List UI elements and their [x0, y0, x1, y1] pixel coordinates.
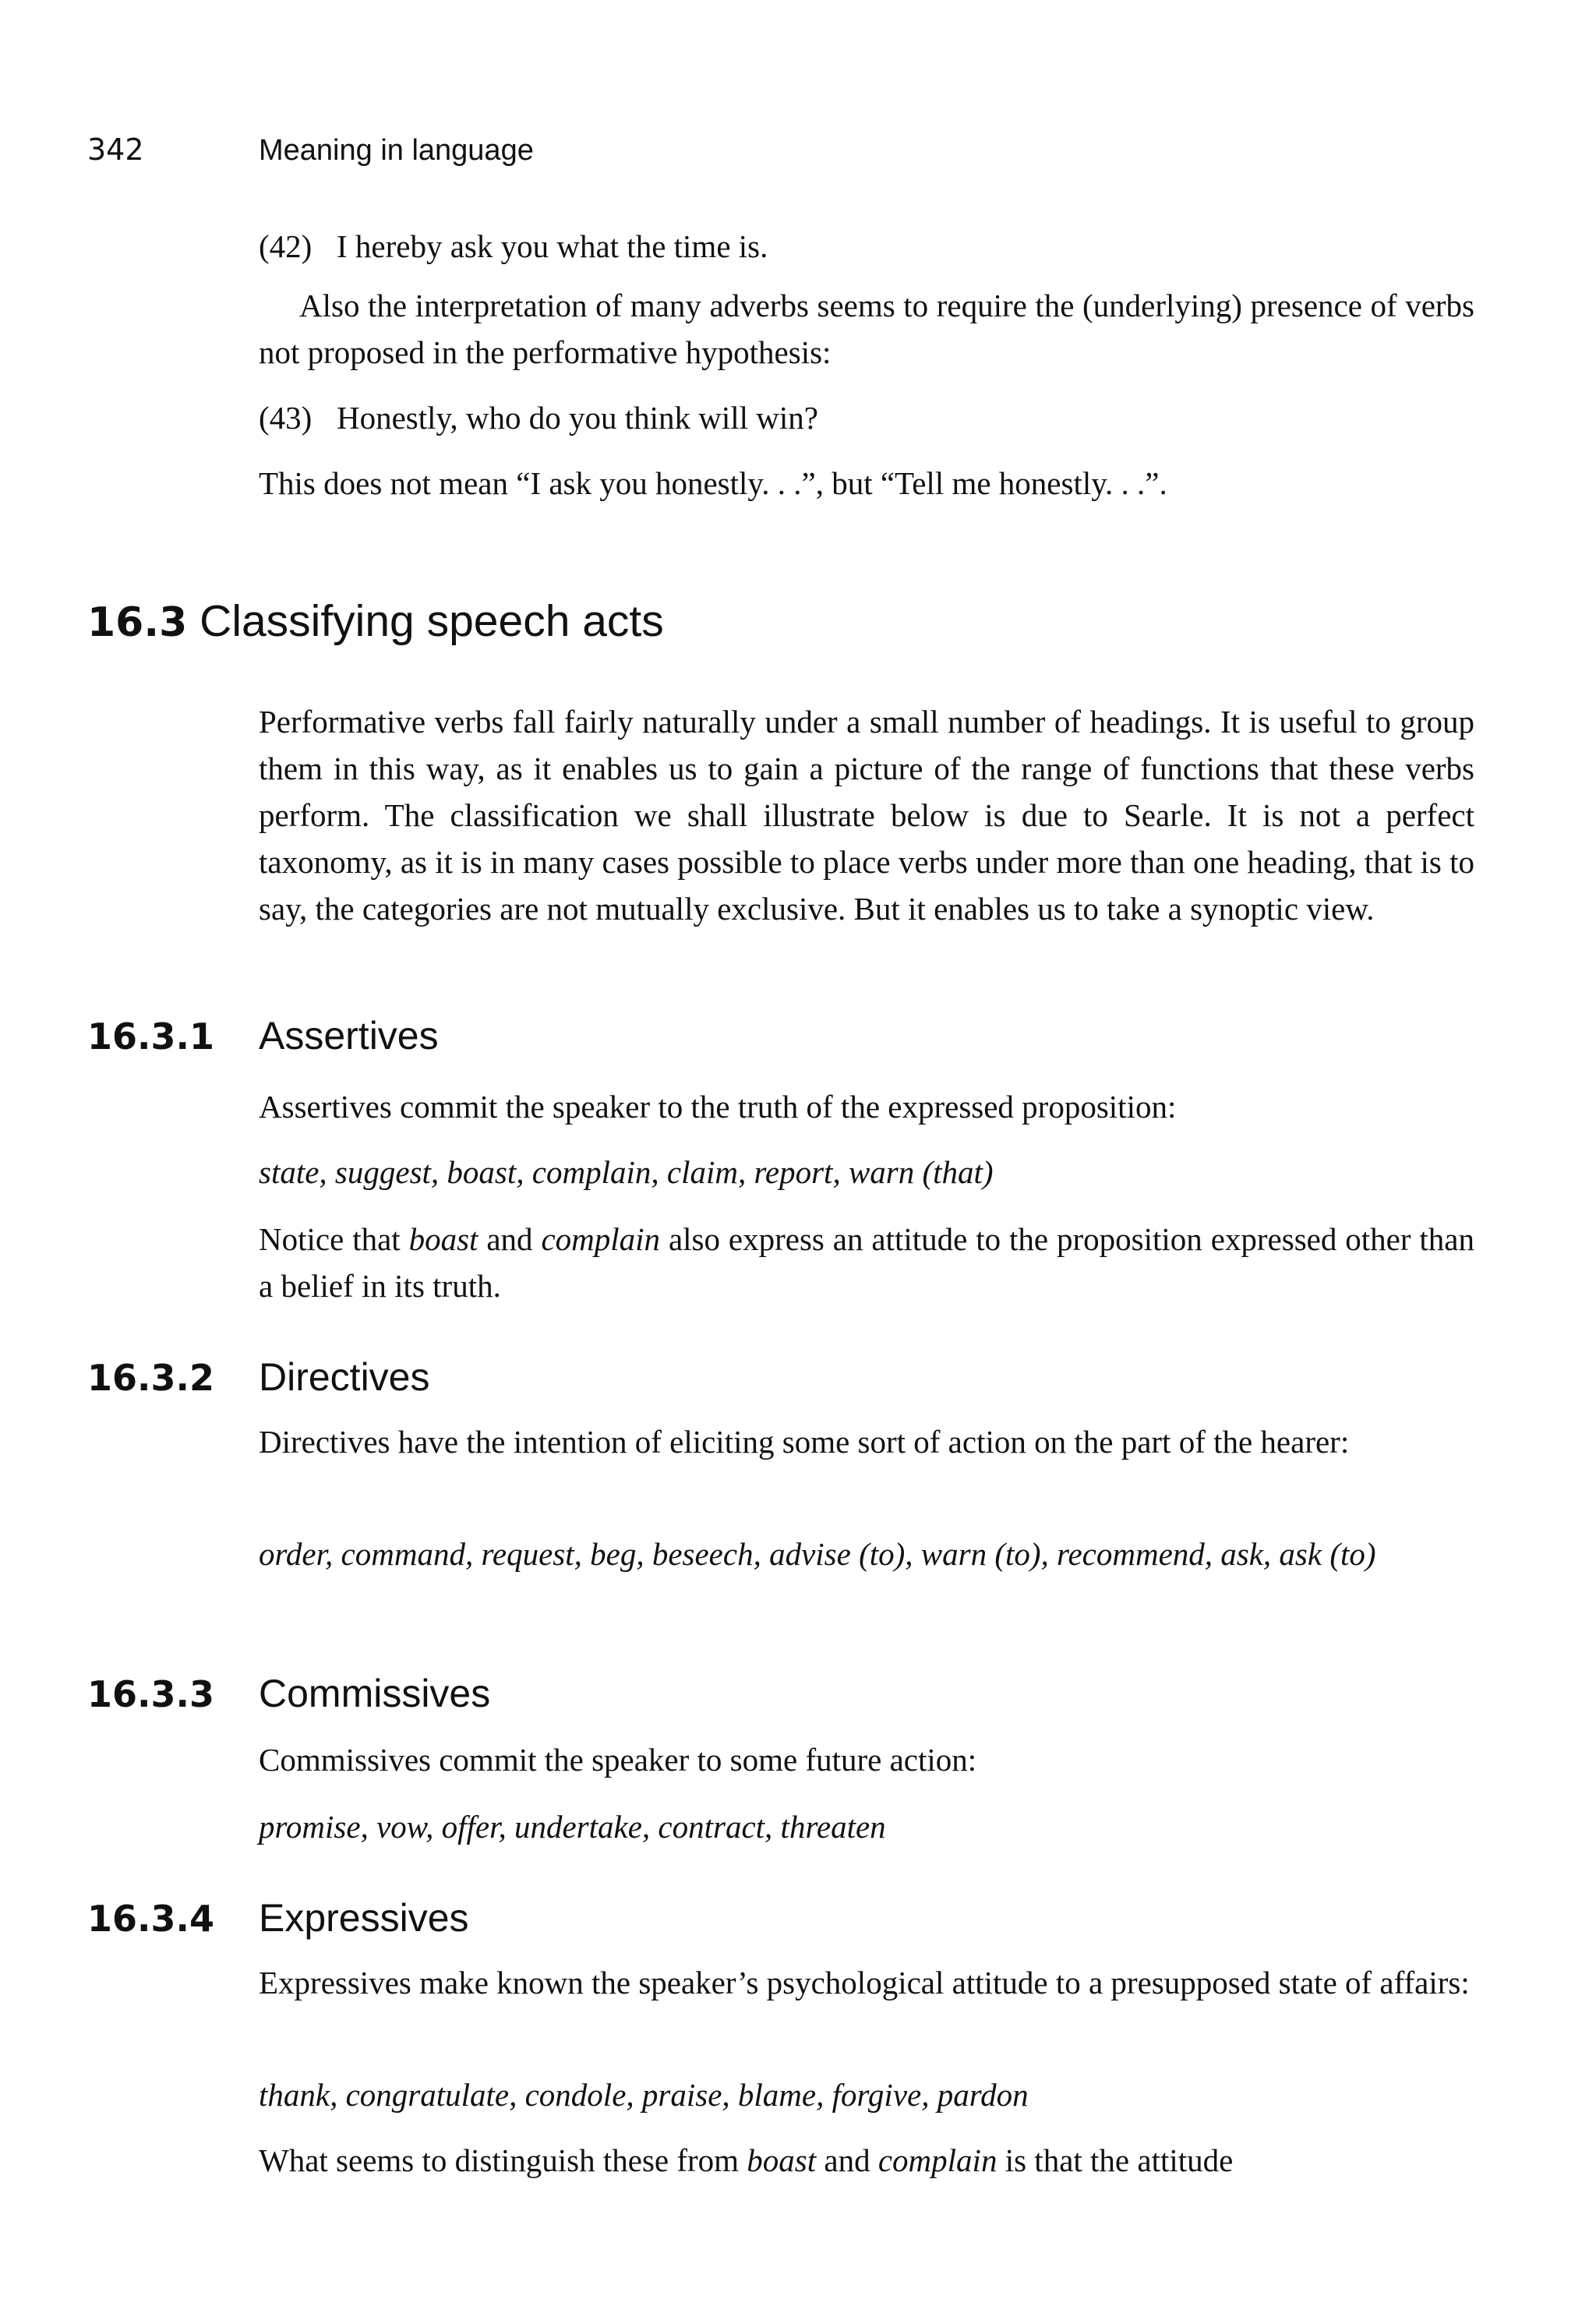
commissives-definition: Commissives commit the speaker to some future action:	[259, 1742, 977, 1778]
directives-verb-list: order, command, request, beg, beseech, advise (to), warn (to), recommend, ask, ask (to)	[259, 1536, 1376, 1572]
subsection-title: Directives	[259, 1355, 430, 1399]
subsection-heading-commissives	[87, 1668, 1474, 1720]
paragraph-honestly: This does not mean “I ask you honestly. . .”, but “Tell me honestly. . .”.	[259, 465, 1167, 501]
closing-text: is that the attitude	[997, 2142, 1234, 2178]
running-head	[87, 131, 534, 169]
paragraph-adverbs: Also the interpretation of many adverbs seems to require the (underlying) presence of verbs not proposed in the performative hypothesis:	[259, 288, 1474, 370]
expressives-closing-line	[259, 2137, 1233, 2184]
subsection-heading-directives	[87, 1351, 1474, 1404]
example-number: (43)	[259, 400, 312, 436]
note-text: also express an attitude to the proposition expressed other than a belief in its truth.	[259, 1221, 1474, 1304]
closing-text: What seems to distinguish these from	[259, 2142, 747, 2178]
expressives-definition: Expressives make known the speaker’s psychological attitude to a presupposed state of affairs:	[259, 1965, 1470, 2001]
subsection-title: Assertives	[259, 1014, 439, 1058]
example-text: I hereby ask you what the time is.	[337, 228, 768, 264]
subsection-title: Expressives	[259, 1896, 469, 1940]
subsection-title: Commissives	[259, 1672, 491, 1715]
section-intro-paragraph: Performative verbs fall fairly naturally under a small number of headings. It is useful to group them in this way, as it enables us to gain a picture of the range of functions that these verbs perform. The classification we shall illustrate below is due to Searle. It is not a perfect taxonomy, as it is in many cases possible to place verbs under more than one heading, that is to say, the categories are not mutually exclusive. But it enables us to take a synoptic view.	[259, 704, 1474, 927]
closing-term-complain: complain	[877, 2142, 998, 2178]
assertives-note	[259, 1216, 1474, 1309]
subsection-heading-assertives	[87, 1010, 1474, 1062]
example-42	[259, 223, 768, 270]
expressives-verb-list: thank, congratulate, condole, praise, blame, forgive, pardon	[259, 2077, 1029, 2113]
note-term-complain: complain	[541, 1221, 661, 1257]
subsection-number: 16.3.1	[87, 1015, 214, 1058]
note-term-boast: boast	[408, 1221, 478, 1257]
section-title: Classifying speech acts	[200, 596, 664, 646]
subsection-number: 16.3.4	[87, 1898, 214, 1940]
subsection-heading-expressives	[87, 1892, 1474, 1944]
example-text: Honestly, who do you think will win?	[337, 400, 819, 436]
closing-text: and	[816, 2142, 878, 2178]
subsection-number: 16.3.2	[87, 1357, 214, 1399]
closing-term-boast: boast	[747, 2142, 817, 2178]
page-number: 342	[87, 132, 144, 167]
commissives-verb-list: promise, vow, offer, undertake, contract, threaten	[259, 1809, 886, 1845]
note-text: Notice that	[259, 1221, 409, 1257]
assertives-definition: Assertives commit the speaker to the truth of the expressed proposition:	[259, 1089, 1177, 1125]
subsection-number: 16.3.3	[87, 1673, 214, 1715]
assertives-verb-list: state, suggest, boast, complain, claim, report, warn (that)	[259, 1154, 994, 1190]
running-title: Meaning in language	[259, 134, 534, 167]
directives-definition: Directives have the intention of eliciting some sort of action on the part of the hearer:	[259, 1424, 1350, 1460]
example-43	[259, 394, 818, 441]
section-heading-16-3	[87, 594, 664, 650]
note-text: and	[478, 1221, 542, 1257]
section-number: 16.3	[87, 599, 188, 646]
example-number: (42)	[259, 228, 312, 264]
